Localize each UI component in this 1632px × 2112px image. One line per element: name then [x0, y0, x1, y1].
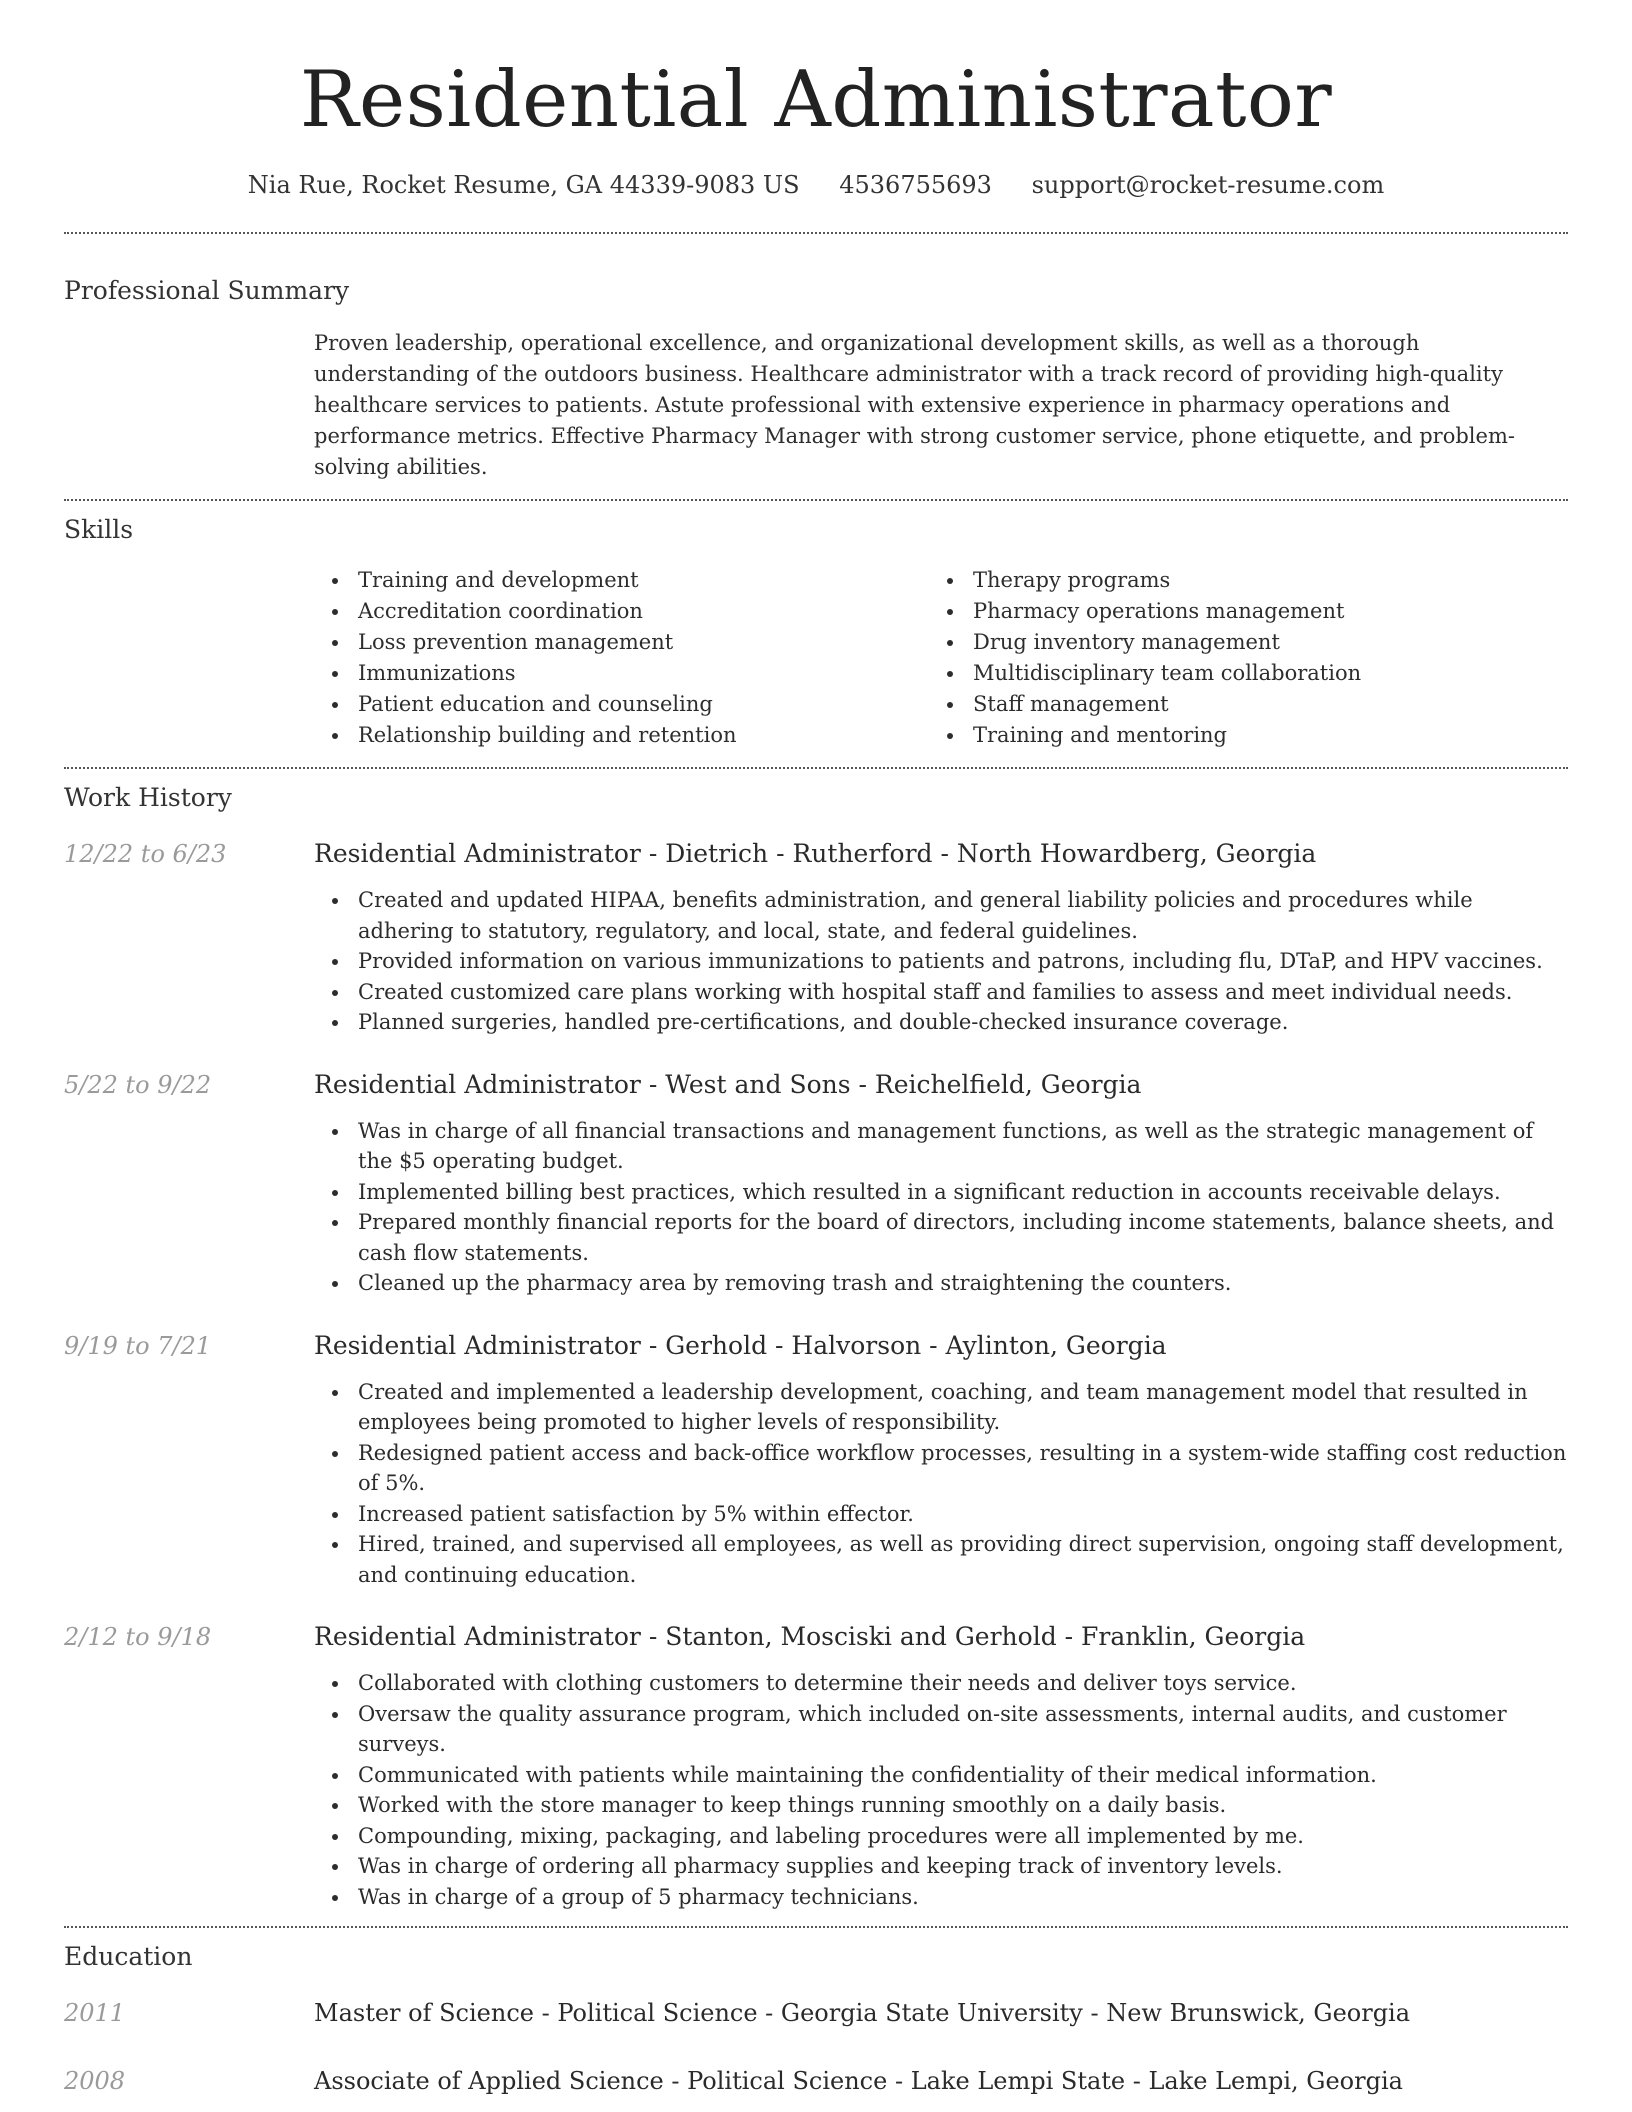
job-bullet: Was in charge of ordering all pharmacy supplies and keeping track of inventory levels. — [314, 1851, 1568, 1882]
skill-item: Accreditation coordination — [314, 596, 929, 627]
job-dates: 12/22 to 6/23 — [64, 840, 227, 868]
education-entry — [64, 1996, 1568, 2030]
job-bullet: Increased patient satisfaction by 5% within effector. — [314, 1499, 1568, 1530]
job-bullets — [314, 885, 1568, 1038]
job-bullet: Communicated with patients while maintaining the confidentiality of their medical information. — [314, 1760, 1568, 1791]
job-bullet: Redesigned patient access and back-office workflow processes, resulting in a system-wide staffing cost reduction of 5%. — [314, 1438, 1568, 1499]
education-year: 2011 — [64, 1999, 126, 2027]
summary-section — [64, 234, 1568, 499]
education-section — [64, 1928, 1568, 2098]
skills-column-left — [314, 565, 929, 751]
skill-item: Multidisciplinary team collaboration — [929, 658, 1544, 689]
skill-item: Staff management — [929, 689, 1544, 720]
job-bullet: Prepared monthly financial reports for the board of directors, including income statements, balance sheets, and cash flow statements. — [314, 1207, 1568, 1268]
job-bullet: Implemented billing best practices, which resulted in a significant reduction in accounts receivable delays. — [314, 1177, 1568, 1208]
job-entry — [64, 1329, 1568, 1591]
education-degree: Associate of Applied Science - Political Science - Lake Lempi State - Lake Lempi, Georgia — [314, 2067, 1403, 2095]
education-heading: Education — [64, 1942, 193, 1971]
skill-item: Immunizations — [314, 658, 929, 689]
job-bullet: Provided information on various immunizations to patients and patrons, including flu, DTaP, and HPV vaccines. — [314, 946, 1568, 977]
contact-line — [64, 168, 1568, 202]
job-dates: 2/12 to 9/18 — [64, 1623, 212, 1651]
job-dates: 9/19 to 7/21 — [64, 1331, 212, 1360]
resume-title: Residential Administrator — [299, 55, 1333, 145]
job-title: Residential Administrator - Gerhold - Halvorson - Aylinton, Georgia — [314, 1330, 1167, 1360]
skill-item: Patient education and counseling — [314, 689, 929, 720]
job-entry — [64, 1620, 1568, 1912]
education-year: 2008 — [64, 2067, 126, 2095]
skill-item: Training and mentoring — [929, 720, 1544, 751]
skill-item: Training and development — [314, 565, 929, 596]
job-bullets — [314, 1668, 1568, 1912]
job-bullet: Worked with the store manager to keep things running smoothly on a daily basis. — [314, 1790, 1568, 1821]
skill-item: Therapy programs — [929, 565, 1544, 596]
job-dates: 5/22 to 9/22 — [64, 1070, 212, 1099]
skill-item: Relationship building and retention — [314, 720, 929, 751]
job-title: Residential Administrator - West and Sons - Reichelfield, Georgia — [314, 1069, 1142, 1099]
education-entry — [64, 2064, 1568, 2098]
contact-address: Nia Rue, Rocket Resume, GA 44339-9083 US — [247, 171, 800, 199]
job-title: Residential Administrator - Stanton, Mosciski and Gerhold - Franklin, Georgia — [314, 1622, 1306, 1651]
work-history-heading: Work History — [64, 783, 232, 812]
job-bullet: Oversaw the quality assurance program, which included on-site assessments, internal audits, and customer surveys. — [314, 1699, 1568, 1760]
skills-section — [64, 501, 1568, 767]
job-bullet: Compounding, mixing, packaging, and labeling procedures were all implemented by me. — [314, 1821, 1568, 1852]
education-degree: Master of Science - Political Science - Georgia State University - New Brunswick, Georgia — [314, 1999, 1411, 2027]
skill-item: Pharmacy operations management — [929, 596, 1544, 627]
summary-text: Proven leadership, operational excellence, and organizational development skills, as well as a thorough understanding of the outdoors business. Healthcare administrator with a track record of providing high-quality healthcare services to patients. Astute professional with extensive experience in pharmacy operations and performance metrics. Effective Pharmacy Manager with strong customer service, phone etiquette, and problem-solving abilities. — [314, 331, 1515, 479]
contact-phone: 4536755693 — [839, 171, 992, 199]
skills-grid — [314, 565, 1568, 751]
summary-heading: Professional Summary — [64, 276, 350, 305]
job-bullet: Created customized care plans working with hospital staff and families to assess and meet individual needs. — [314, 977, 1568, 1008]
job-bullet: Was in charge of a group of 5 pharmacy technicians. — [314, 1882, 1568, 1913]
job-entry — [64, 1068, 1568, 1299]
job-bullet: Created and updated HIPAA, benefits administration, and general liability policies and procedures while adhering to statutory, regulatory, and local, state, and federal guidelines. — [314, 885, 1568, 946]
work-history-section — [64, 769, 1568, 1926]
contact-email[interactable]: support@rocket-resume.com — [1031, 171, 1385, 199]
job-bullet: Collaborated with clothing customers to determine their needs and deliver toys service. — [314, 1668, 1568, 1699]
job-bullet: Planned surgeries, handled pre-certifications, and double-checked insurance coverage. — [314, 1007, 1568, 1038]
job-bullet: Created and implemented a leadership development, coaching, and team management model that resulted in employees being promoted to higher levels of responsibility. — [314, 1377, 1568, 1438]
skills-heading: Skills — [64, 515, 134, 544]
skills-column-right — [929, 565, 1544, 751]
skill-item: Drug inventory management — [929, 627, 1544, 658]
resume-page — [64, 0, 1568, 2112]
job-bullet: Hired, trained, and supervised all employees, as well as providing direct supervision, ongoing staff development, and continuing education. — [314, 1529, 1568, 1590]
job-title: Residential Administrator - Dietrich - Rutherford - North Howardberg, Georgia — [314, 839, 1317, 868]
skill-item: Loss prevention management — [314, 627, 929, 658]
job-bullet: Was in charge of all financial transactions and management functions, as well as the strategic management of the $5 operating budget. — [314, 1116, 1568, 1177]
job-bullet: Cleaned up the pharmacy area by removing trash and straightening the counters. — [314, 1268, 1568, 1299]
job-entry — [64, 837, 1568, 1038]
job-bullets — [314, 1116, 1568, 1299]
job-bullets — [314, 1377, 1568, 1591]
